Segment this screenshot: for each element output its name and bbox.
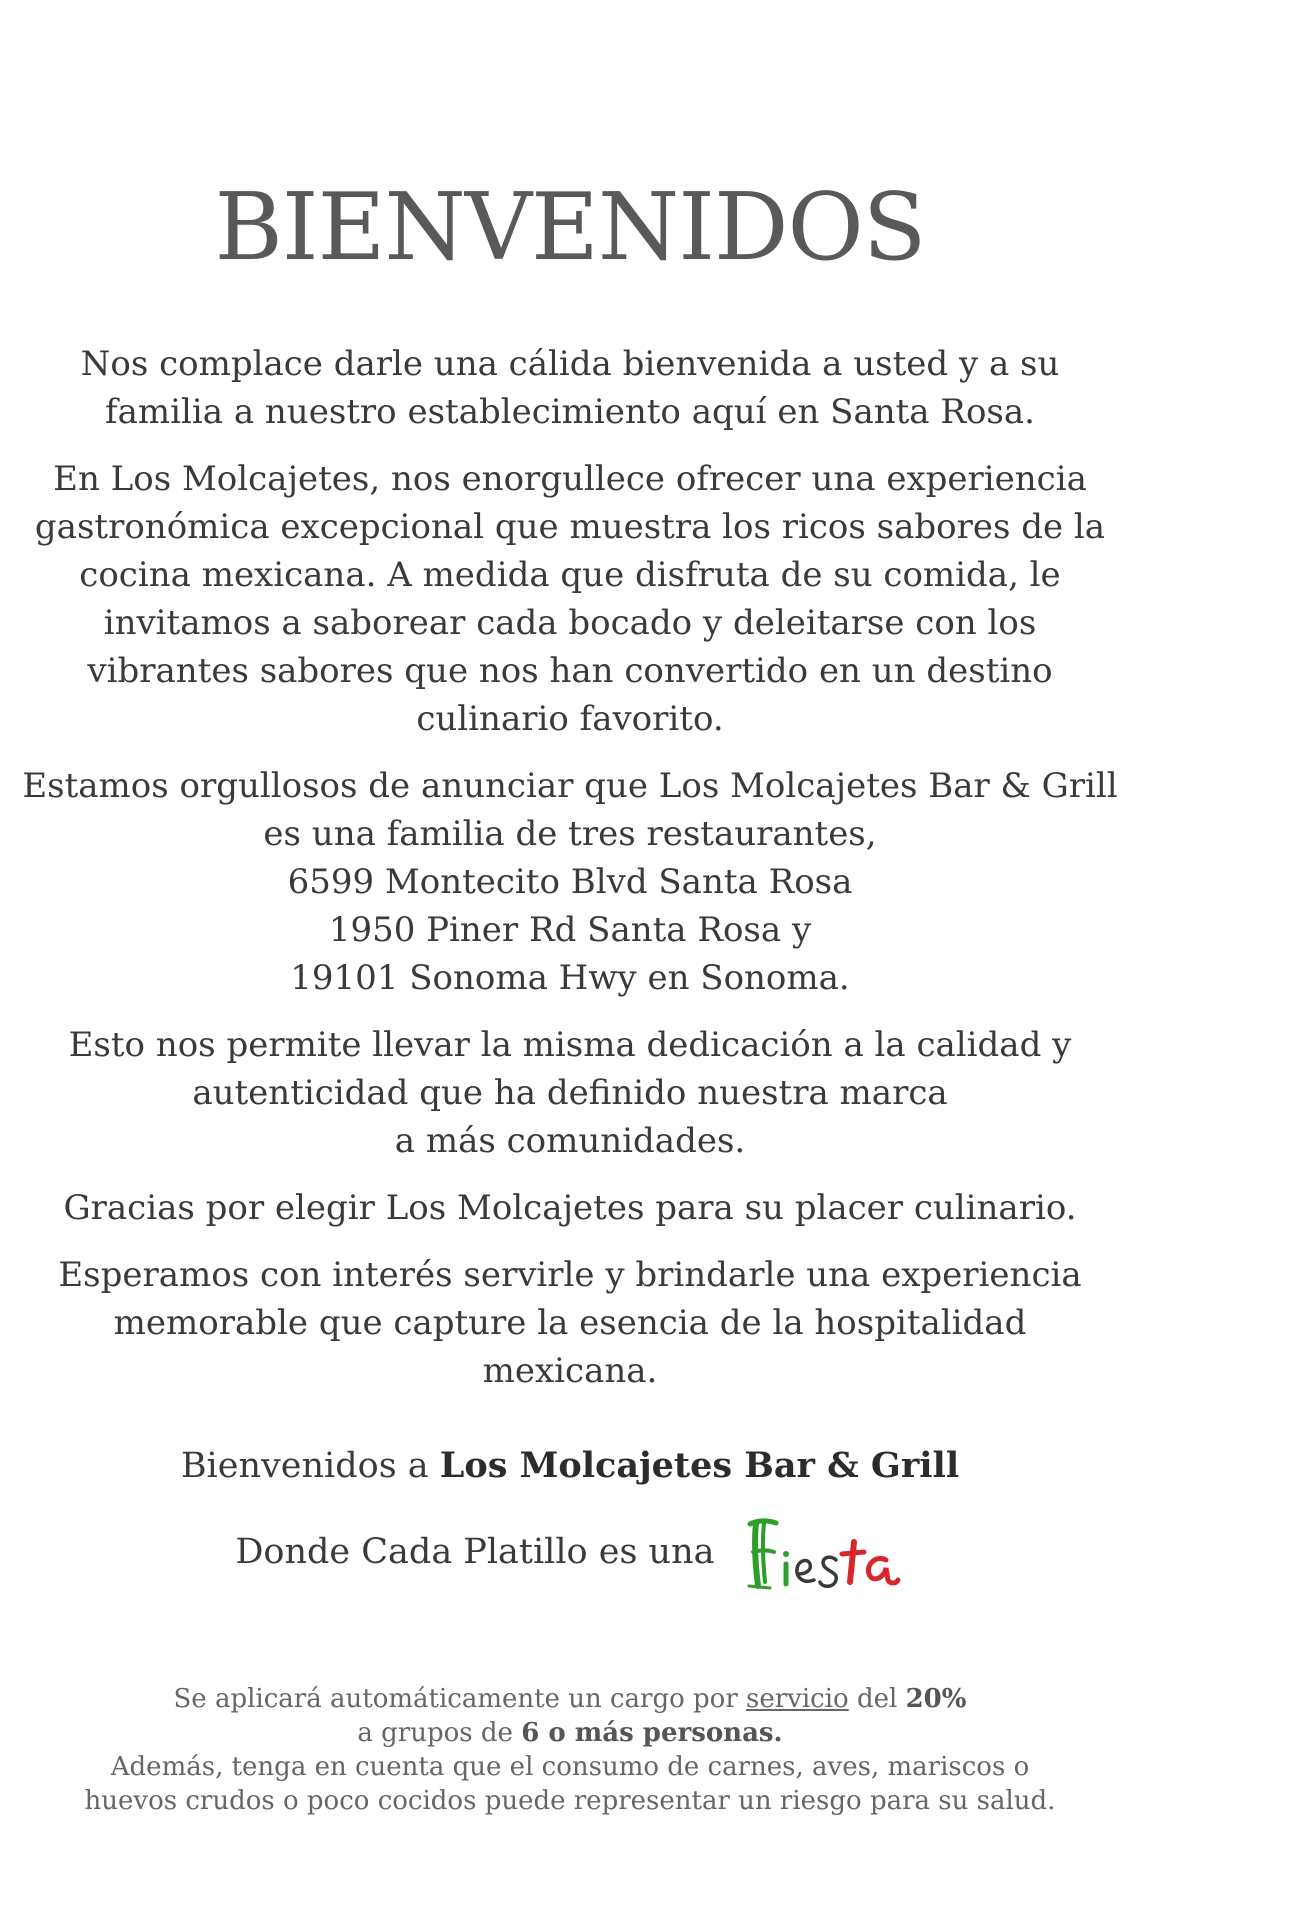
service-charge-notice [0,1682,1140,1818]
text-line: Esto nos permite llevar la misma dedicación a la calidad y [68,1025,1072,1065]
text-line: es una familia de tres restaurantes, [263,814,877,854]
restaurant-name: Los Molcajetes Bar & Grill [439,1445,960,1486]
fiesta-logo [740,1514,905,1594]
text-line: gastronómica excepcional que muestra los ricos sabores de la [34,507,1106,547]
fiesta-letter-e [797,1560,814,1581]
text-line: En Los Molcajetes, nos enorgullece ofrecer una experiencia [53,459,1087,499]
text-line: vibrantes sabores que nos han convertido en un destino [87,651,1053,691]
address-piner: 1950 Piner Rd Santa Rosa y [328,910,812,950]
closing-prefix: Bienvenidos a [180,1446,440,1486]
paragraph-locations [0,762,1140,1002]
fiesta-letter-f [749,1520,776,1587]
paragraph-dedication [0,1021,1140,1165]
fiesta-letter-s [820,1557,836,1586]
notice-line-3: Además, tenga en cuenta que el consumo de carnes, aves, mariscos o [110,1752,1030,1782]
text-line: cocina mexicana. A medida que disfruta de su comida, le [79,555,1061,595]
tagline [0,1512,1140,1594]
notice-line-4: huevos crudos o poco cocidos puede representar un riesgo para su salud. [84,1786,1056,1816]
text-line: memorable que capture la esencia de la hospitalidad [113,1303,1027,1343]
text-line: invitamos a saborear cada bocado y deleitarse con los [103,603,1037,643]
notice-percent: 20% [905,1684,967,1714]
text-line: Estamos orgullosos de anunciar que Los Molcajetes Bar & Grill [22,766,1118,806]
paragraph-thanks [0,1184,1140,1232]
address-sonoma: 19101 Sonoma Hwy en Sonoma. [290,958,850,998]
notice-text: a grupos de [357,1718,522,1748]
notice-line-2 [0,1716,1140,1750]
fiesta-letter-t [842,1542,864,1582]
paragraph-experience [0,455,1140,743]
text-line: Gracias por elegir Los Molcajetes para su placer culinario. [63,1188,1077,1228]
closing-welcome [0,1442,1140,1490]
paragraph-hospitality [0,1251,1140,1395]
notice-underlined-servicio: servicio [746,1684,849,1714]
welcome-body [0,340,1140,1414]
notice-text: Se aplicará automáticamente un cargo por [173,1684,747,1714]
notice-text: del [848,1684,906,1714]
text-line: Nos complace darle una cálida bienvenida a usted y a su [80,344,1060,384]
text-line: culinario favorito. [416,699,724,739]
page-title: BIENVENIDOS [214,173,926,281]
text-line: familia a nuestro establecimiento aquí en Santa Rosa. [105,392,1035,432]
notice-group-size: 6 o más personas. [521,1718,783,1748]
text-line: mexicana. [482,1351,658,1391]
fiesta-letter-a [868,1558,898,1583]
text-line: Esperamos con interés servirle y brindarle una experiencia [58,1255,1082,1295]
notice-line-1 [0,1682,1140,1716]
address-montecito: 6599 Montecito Blvd Santa Rosa [287,862,853,902]
fiesta-letter-i [783,1551,789,1584]
text-line: a más comunidades. [394,1121,746,1161]
text-line: autenticidad que ha definido nuestra marca [192,1073,948,1113]
tagline-text: Donde Cada Platillo es una [235,1532,715,1572]
paragraph-welcome [0,340,1140,436]
